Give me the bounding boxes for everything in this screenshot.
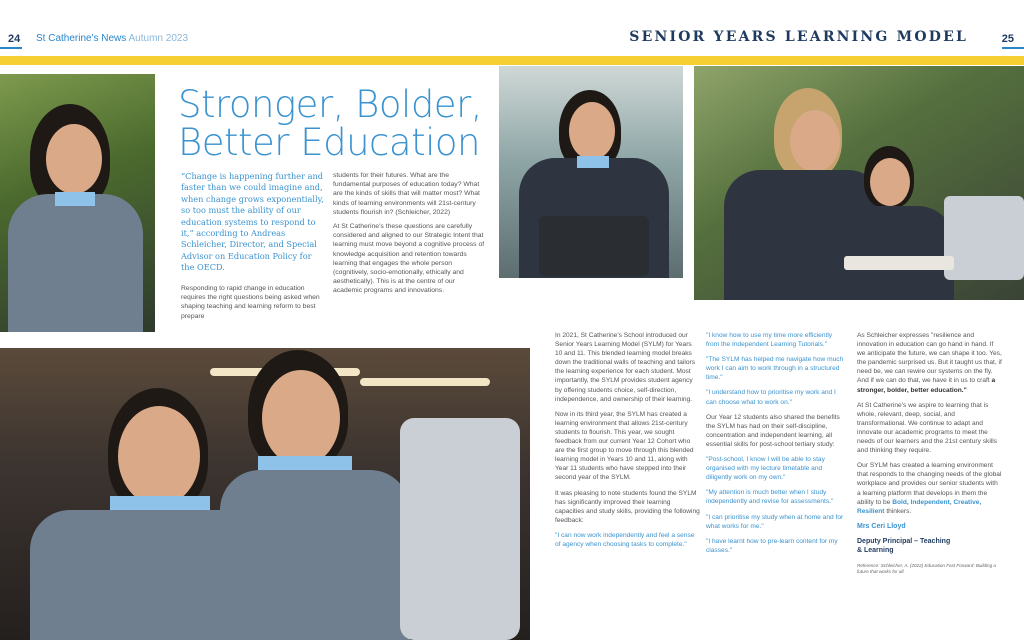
photo-student-writing	[0, 74, 155, 332]
reference-note: Reference: Schleicher, A. (2022) Education Fast Forward: Building a future that works for all.	[857, 562, 996, 574]
body-column-1	[555, 331, 700, 555]
page-header	[0, 0, 1024, 54]
paragraph: At St Catherine's we aspire to learning that is whole, relevant, deep, social, and transformational. We continue to adapt and innovate our academic programs to meet the needs of our learners and the 21st century skills and thinking they require.	[857, 401, 998, 455]
paragraph	[857, 461, 1003, 516]
article-title	[178, 83, 488, 164]
paragraph-text: Our SYLM has created a learning environment that responds to the changing needs of the global workplace and provides our senior students with a learning platform that develops in them the ability to be	[857, 462, 1002, 506]
page-number-rule-left	[0, 47, 22, 49]
publication-name: St Catherine's News	[36, 33, 127, 44]
paragraph-text: thinkers.	[886, 507, 912, 515]
signature-role-line-1: Deputy Principal – Teaching	[857, 537, 951, 545]
face-shape	[569, 102, 615, 160]
page-number-left: 24	[8, 33, 21, 45]
paragraph: In 2021, St Catherine's School introduced our Senior Years Learning Model (SYLM) for Years 10 and 11. This blended learning model breaks down the traditional walls of teaching and tailors the learning experience for each student. Most importantly, the SYLM provides student agency by offering students choice, self-direction, independence, and ownership of their learning.	[555, 332, 696, 403]
emphasis-text: Bold, Independent, Creative, Resilient	[857, 498, 982, 515]
laptop-shape	[400, 418, 520, 640]
face-shape	[118, 406, 200, 506]
collar-shape	[577, 156, 609, 168]
page-number-right: 25	[1001, 33, 1014, 45]
blazer-shape	[834, 206, 954, 300]
paragraph: Now in its third year, the SYLM has created a learning environment that allows 21st-century students to flourish. This year, we sought feedback from our current Year 12 Cohort who are the first group to move through this blended learning model in Years 10 and 11, along with Year 11 students who have stepped into their second year of the SYLM.	[555, 410, 694, 482]
pull-quote: “Change is happening further and faster than we could imagine and, when change grows exponentially, so too must the ability of our education systems to respond to it,” according to Andreas Schleicher, Director, and Special Advisor on Education Policy for the OECD.	[181, 171, 324, 273]
student-quote: "I can prioritise my study when at home and for what works for me."	[706, 513, 844, 530]
photo-students-studying	[694, 66, 1024, 300]
signature-role-line-2: & Learning	[857, 546, 894, 554]
title-line-2: Better Education	[178, 121, 480, 164]
intro-col2-paragraph-1: students for their futures. What are the fundamental purposes of education today? What are the kinds of skills that will matter most? What kinds of learning environments will 21st-century students flourish in? (Schleicher, 2022)	[333, 172, 480, 216]
ceiling-light-shape	[360, 378, 490, 386]
paragraph	[857, 331, 1003, 395]
body-column-2	[706, 331, 846, 561]
intro-col2-paragraph-2: At St Catherine's these questions are carefully considered and aligned to our Strategic Intent that learning must move beyond a cognitive process of knowledge acquisition and retention towards learning that engages the whole person (cognitively, socio-emotionally, ethically and aesthetically). This is at the centre of our academic programs and innovations.	[333, 223, 485, 295]
photo-student-laptop	[499, 66, 683, 278]
student-quote: "The SYLM has helped me navigate how much work I can aim to work through in a structured time."	[706, 356, 844, 382]
yellow-band	[0, 56, 1024, 65]
publication-season: Autumn 2023	[128, 33, 189, 44]
face-shape	[46, 124, 102, 194]
page-number-rule-right	[1002, 47, 1024, 49]
paragraph: Our Year 12 students also shared the benefits the SYLM has had on their self-discipline, concentration and independent learning, all essential skills for post-school tertiary study:	[706, 413, 840, 448]
collar-shape	[55, 192, 95, 206]
student-quote: "I can now work independently and feel a sense of agency when choosing tasks to complete."	[555, 531, 695, 548]
paragraph-text: As Schleicher expresses "resilience and innovation in education can go hand in hand. If we anticipate the future, we can shape it too. Yes, the pandemic surprised us. But it taught us that, if need be, we can rewire our systems on the fly. And if we can do that, we have it in us to craft	[857, 332, 1002, 385]
jumper-shape	[220, 470, 410, 640]
student-quote: "I have learnt how to pre-learn content for my classes."	[706, 537, 838, 554]
jumper-shape	[8, 194, 143, 332]
laptop-shape	[944, 196, 1024, 280]
emphasis-text: a stronger, bolder, better education."	[857, 377, 996, 394]
section-title: SENIOR YEARS LEARNING MODEL	[629, 29, 968, 45]
intro-paragraph: Responding to rapid change in education requires the right questions being asked when shaping teaching and learning reform to best prepare	[181, 285, 320, 320]
publication-title	[36, 33, 188, 44]
photo-two-students-laptop	[0, 348, 530, 640]
notebook-shape	[844, 256, 954, 270]
face-shape	[870, 158, 910, 206]
student-quote: "My attention is much better when I study independently and revise for assessments."	[706, 489, 834, 506]
face-shape	[790, 110, 840, 172]
laptop-shape	[539, 216, 649, 276]
body-column-3	[857, 331, 1003, 581]
paragraph: It was pleasing to note students found the SYLM has significantly improved their learning capacities and study skills, providing the following feedback:	[555, 489, 700, 524]
student-quote: "I understand how to prioritise my work and I can choose what to work on."	[706, 389, 836, 406]
student-quote: "I know how to use my time more efficiently from the Independent Learning Tutorials."	[706, 332, 833, 349]
intro-column-2	[333, 171, 485, 301]
signature-role	[857, 537, 1003, 555]
face-shape	[262, 370, 340, 466]
signature-name: Mrs Ceri Lloyd	[857, 522, 906, 530]
title-line-1: Stronger, Bolder,	[178, 83, 483, 126]
student-quote: "Post-school, I know I will be able to stay organised with my lecture timetable and diligently work on my own."	[706, 456, 825, 482]
